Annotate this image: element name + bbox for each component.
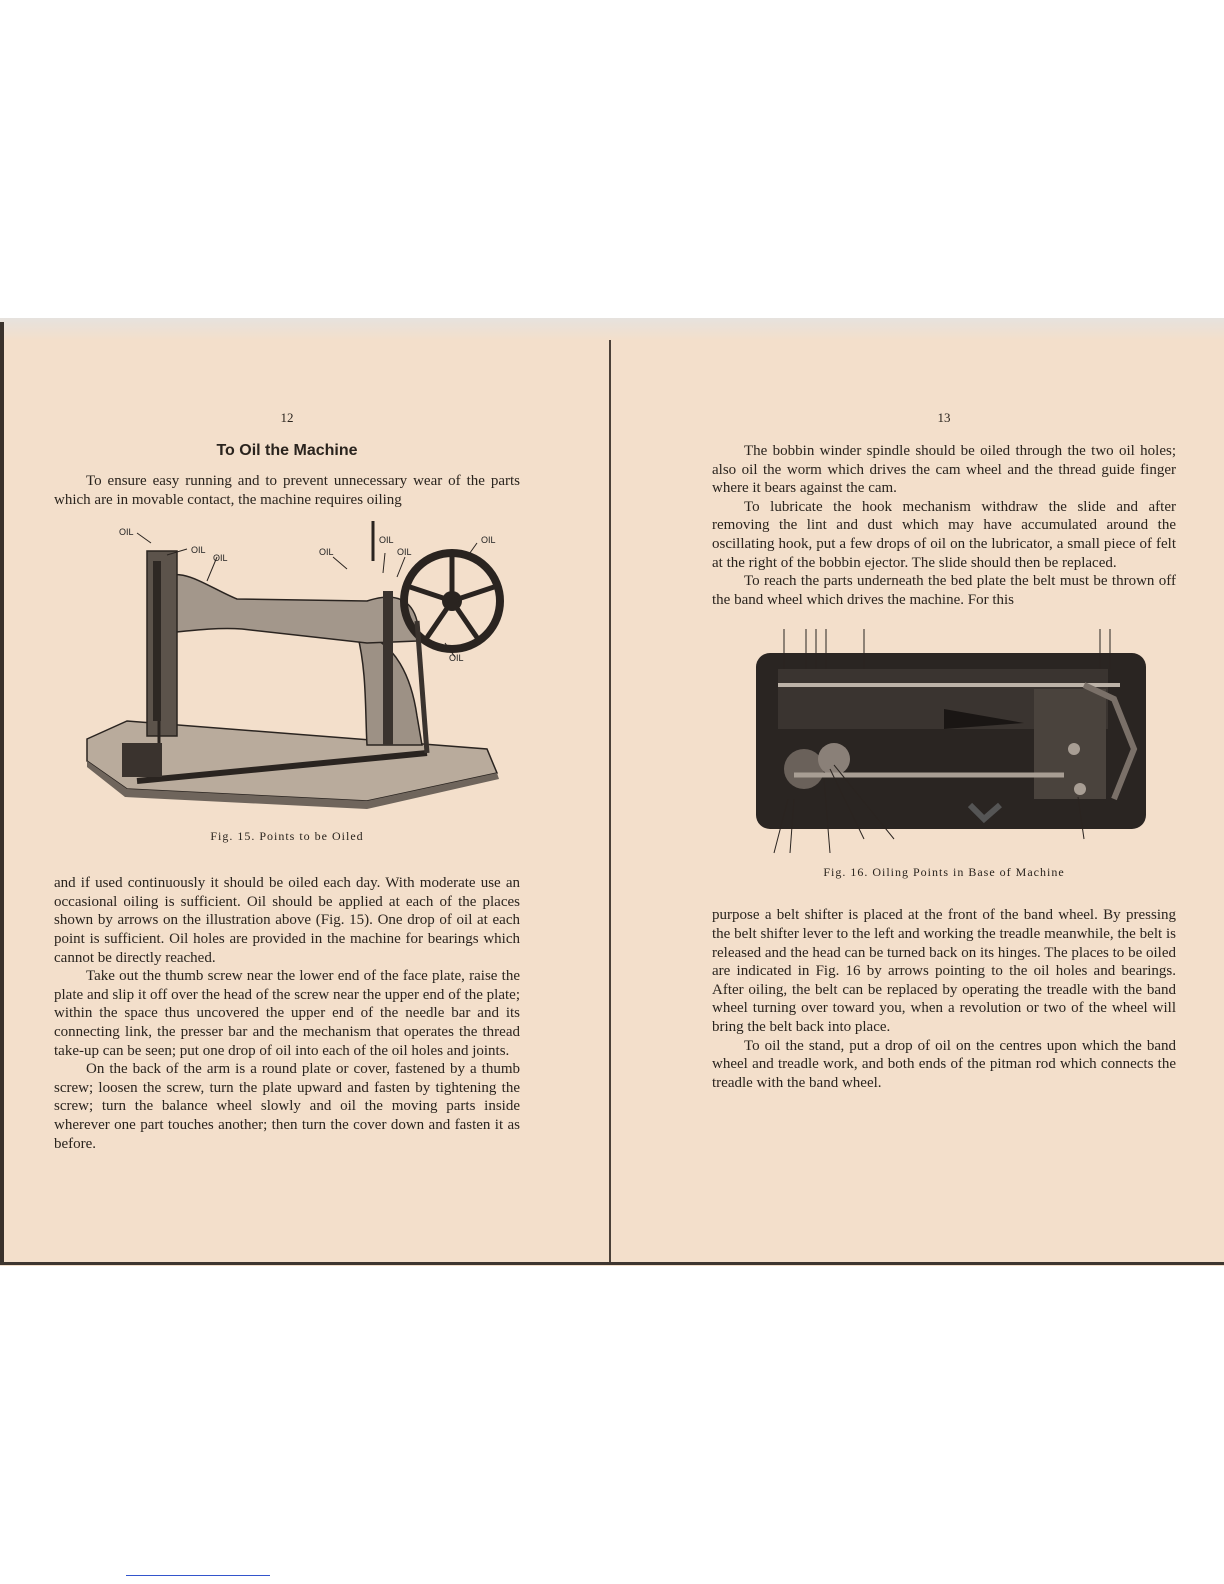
intro-paragraph: To ensure easy running and to prevent unnecessary wear of the parts which are in movable contact, the machine requires oiling — [54, 473, 520, 508]
body-paragraph: The bobbin winder spindle should be oiled through the two oil holes; also oil the worm which drives the cam wheel and the thread guide finger where it bears against the cam. — [712, 443, 1176, 497]
oil-label: OIL — [119, 527, 134, 538]
figure-caption: Fig. 15. Points to be Oiled — [210, 829, 364, 844]
left-page — [54, 340, 520, 1153]
body-paragraph: On the back of the arm is a round plate or cover, fastened by a thumb screw; loosen the screw, turn the plate upward and fasten by tightening the screw; turn the balance wheel slowly and oil the moving parts inside wherever one part touches another; then turn the cover down and fasten it as before. — [54, 1061, 520, 1152]
body-paragraph: To reach the parts underneath the bed plate the belt must be thrown off the band wheel which drives the machine. For this — [712, 573, 1176, 608]
oil-label: OIL — [397, 547, 412, 558]
body-paragraph: and if used continuously it should be oiled each day. With moderate use an occasional oiling is sufficient. Oil should be applied at each of the places shown by arrows on the illustration above (Fig. 15). One drop of oil at each point is sufficient. Oil holes are provided in the machine for bearings which cannot be directly reached. — [54, 875, 520, 966]
body-paragraph: purpose a belt shifter is placed at the front of the band wheel. By pressing the belt shifter lever to the left and working the treadle meanwhile, the belt is released and the head can be turned back on its hinges. The places to be oiled are indicated in Fig. 16 by arrows pointing to the oil holes and bearings. After oiling, the belt can be replaced by operating the treadle with the band wheel turning over toward you, when a revolution or two of the wheel will bring the belt back into place. — [712, 907, 1176, 1035]
oil-label: OIL — [481, 535, 496, 546]
right-page — [712, 340, 1176, 1092]
oil-label: OIL — [191, 545, 206, 556]
link-underline — [126, 1575, 270, 1576]
figure-16-machine-base — [734, 629, 1154, 855]
figure-15-sewing-machine — [67, 521, 507, 819]
machine-base-photo — [734, 629, 1154, 855]
book-spine — [609, 340, 611, 1262]
sewing-machine-illustration — [67, 521, 507, 819]
top-shadow — [0, 318, 1224, 340]
oil-label: OIL — [319, 547, 334, 558]
bottom-page-edge — [0, 1262, 1224, 1265]
figure-caption: Fig. 16. Oiling Points in Base of Machine — [823, 865, 1065, 880]
body-paragraph: To oil the stand, put a drop of oil on the centres upon which the band wheel and treadle work, and both ends of the pitman rod which connects the treadle with the band wheel. — [712, 1037, 1176, 1091]
page-heading: To Oil the Machine — [216, 442, 358, 459]
page-number: 13 — [937, 410, 951, 425]
body-paragraph: To lubricate the hook mechanism withdraw the slide and after removing the lint and dust which may have accumulated around the oscillating hook, put a few drops of oil on the lubricator, a small piece of felt at the right of the bobbin ejector. The slide should then be replaced. — [712, 498, 1176, 571]
body-paragraph: Take out the thumb screw near the lower end of the face plate, raise the plate and slip it off over the head of the screw near the upper end of the plate; within the space thus uncovered the upper end of the needle bar and its connecting link, the presser bar and the mechanism that operates the thread take-up can be seen; put one drop of oil into each of the oil holes and joints. — [54, 968, 520, 1059]
left-page-edge — [0, 322, 4, 1264]
oil-label: OIL — [379, 535, 394, 546]
oil-label: OIL — [213, 553, 228, 564]
page-number: 12 — [280, 410, 294, 425]
oil-label: OIL — [449, 653, 464, 664]
